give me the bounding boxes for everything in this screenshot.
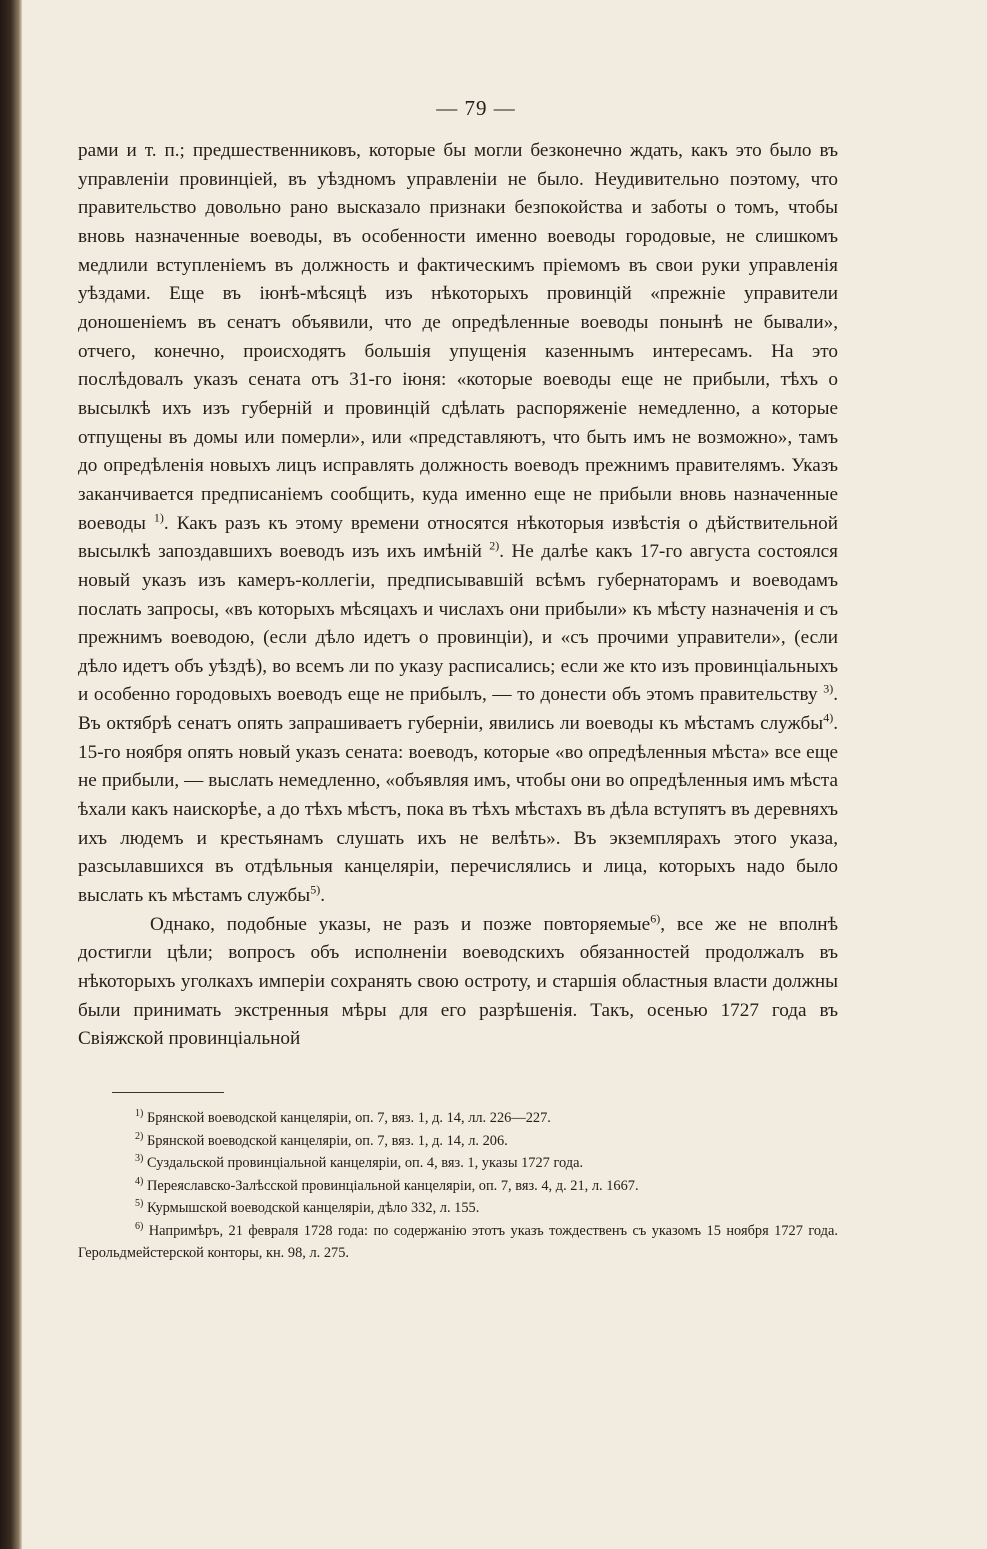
paragraph-text: . Не далѣе какъ 17-го августа состоялся новый указъ изъ камеръ-коллегіи, предписывавшій всѣмъ губернаторамъ и воеводамъ послать запросы, «въ которыхъ мѣсяцахъ и числахъ они прибыли» къ мѣсту назначенія и съ прежнимъ воеводою, (если дѣло идетъ о провинціи), и «съ прочими управители», (если дѣло идетъ объ уѣздѣ), во всемъ ли по указу расписались; если же кто изъ провинціальныхъ и особенно городовыхъ воеводъ еще не прибылъ, — то донести объ этомъ правительству (78, 541, 838, 706)
footnote-text: Брянской воеводской канцеляріи, оп. 7, вяз. 1, д. 14, л. 206. (146, 1132, 508, 1149)
book-page (78, 96, 838, 1265)
paragraph-text: , все же не вполнѣ достигли цѣли; вопросъ объ исполненіи воеводскихъ обязанностей продолжалъ въ нѣкоторыхъ уголкахъ имперіи сохранять свою остроту, и старшія областныя власти должны были принимать экстренныя мѣры для его разрѣшенія. Такъ, осенью 1727 года въ Свіяжской провинціальной (78, 913, 838, 1050)
footnote-text: Курмышской воеводской канцеляріи, дѣло 332, л. 155. (146, 1200, 480, 1216)
footnote-text: Напримѣръ, 21 февраля 1728 года: по содержанію этотъ указъ тождественъ съ указомъ 15 ноября 1727 года. Герольдмейстерской конторы, кн. 98, л. 275. (78, 1222, 838, 1261)
footnote-reference: 2) (489, 538, 500, 553)
footnote-mark: 3) (135, 1153, 144, 1165)
footnote-mark: 4) (135, 1175, 144, 1187)
paragraph-text: . 15-го ноября опять новый указъ сената: воеводъ, которые «во опредѣленныя мѣста» все еще не прибыли, — выслать немедленно, «объявляя имъ, чтобы они во опредѣленныя имъ мѣста ѣхали какъ наискорѣе, а до тѣхъ мѣстъ, пока въ тѣхъ мѣстахъ въ дѣла вступятъ въ деревняхъ ихъ людемъ и крестьянамъ слушать ихъ не велѣть». Въ экземплярахъ этого указа, разсылавшихся въ отдѣльныя канцеляріи, перечислялись и лица, которыхъ надо было выслать къ мѣстамъ службы (78, 713, 838, 907)
footnote-text: Переяславско-Залѣсской провинціальной канцеляріи, оп. 7, вяз. 4, д. 21, л. 1667. (146, 1177, 639, 1194)
footnotes (78, 1107, 838, 1265)
footnote-mark: 6) (135, 1220, 144, 1232)
footnote (78, 1107, 838, 1130)
footnote-reference: 3) (823, 682, 834, 697)
paragraph (78, 911, 838, 1054)
paragraph-text: Однако, подобные указы, не разъ и позже повторяемые (150, 913, 651, 935)
main-text (78, 137, 838, 1054)
footnote-mark: 1) (135, 1108, 144, 1120)
footnote-reference: 5) (310, 882, 321, 897)
footnote-reference: 1) (153, 510, 164, 525)
footnote (78, 1220, 838, 1265)
footnote-mark: 5) (135, 1198, 144, 1210)
footnote-text: Суздальской провинціальной канцеляріи, оп. 4, вяз. 1, указы 1727 года. (146, 1155, 584, 1171)
footnote-reference: 4) (823, 710, 834, 725)
paragraph-text: . (320, 885, 325, 907)
paragraph-text: . Какъ разъ къ этому времени относятся нѣкоторыя извѣстія о дѣйствительной высылкѣ запоздавшихъ воеводъ изъ ихъ имѣній (78, 512, 838, 563)
book-binding-edge (0, 0, 22, 1549)
footnote (78, 1175, 838, 1198)
footnote-reference: 6) (650, 911, 661, 926)
footnote (78, 1152, 838, 1175)
paragraph-text: рами и т. п.; предшественниковъ, которые бы могли безконечно ждать, какъ это было въ управленіи провинціей, въ уѣздномъ управленіи не было. Неудивительно поэтому, что правительство довольно рано высказало признаки безпокойства и заботы о томъ, чтобы вновь назначенные воеводы, въ особенности именно воеводы городовые, не слишкомъ медлили вступленіемъ въ должность и фактическимъ пріемомъ въ свои руки управленія уѣздами. Еще въ іюнѣ-мѣсяцѣ изъ нѣкоторыхъ провинцій «прежніе управители доношеніемъ въ сенатъ объявили, что де опредѣленные воеводы понынѣ не бывали», отчего, конечно, происходятъ большія упущенія казеннымъ интересамъ. На это послѣдовалъ указъ сената отъ 31-го іюня: «которые воеводы еще не прибыли, тѣхъ о высылкѣ ихъ изъ губерній и провинцій сдѣлать распоряженіе немедленно, а которые отпущены въ домы или померли», или «представляютъ, что быть имъ не возможно», тамъ до опредѣленія новыхъ лицъ исправлять должность воеводъ прежнимъ правителямъ. Указъ заканчивается предписаніемъ сообщить, куда именно еще не прибыли вновь назначенные воеводы (78, 140, 838, 534)
paragraph (78, 137, 838, 911)
footnote-divider (112, 1092, 224, 1093)
paragraph-text: . Въ октябрѣ сенатъ опять запрашиваетъ губерніи, явились ли воеводы къ мѣстамъ службы (78, 684, 838, 735)
footnote-mark: 2) (135, 1130, 144, 1142)
footnote (78, 1130, 838, 1153)
footnote (78, 1197, 838, 1220)
page-number: — 79 — (436, 96, 516, 120)
footnote-text: Брянской воеводской канцеляріи, оп. 7, вяз. 1, д. 14, лл. 226—227. (146, 1110, 551, 1126)
